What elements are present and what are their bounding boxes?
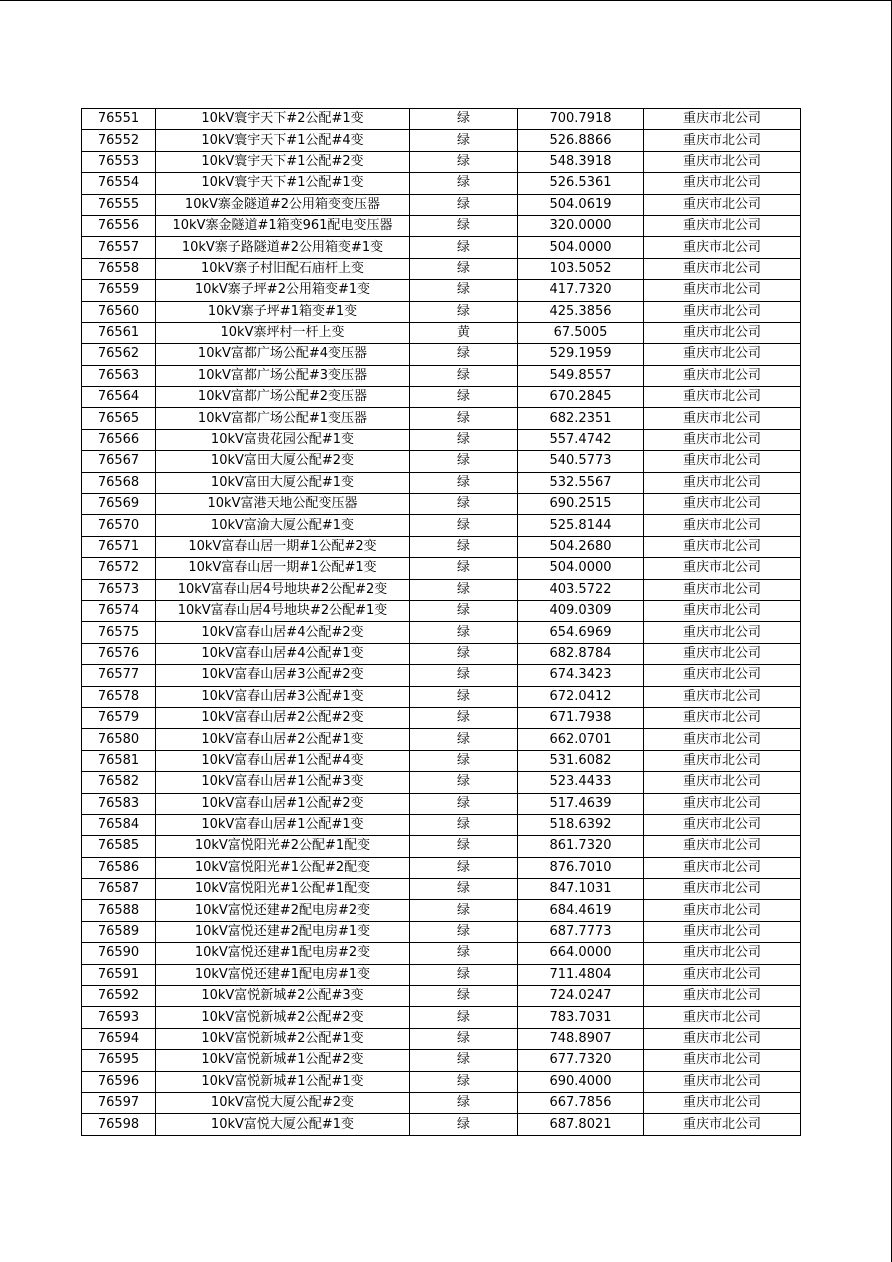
company-cell: 重庆市北公司	[644, 365, 801, 386]
row-id-cell: 76568	[82, 472, 156, 493]
transformer-name-cell: 10kV富春山居#2公配#2变	[156, 707, 410, 728]
status-cell: 绿	[410, 365, 518, 386]
transformer-name-cell: 10kV富都广场公配#3变压器	[156, 365, 410, 386]
table-row	[82, 408, 801, 429]
company-cell: 重庆市北公司	[644, 109, 801, 130]
company-cell: 重庆市北公司	[644, 215, 801, 236]
row-id-cell: 76564	[82, 387, 156, 408]
value-cell: 861.7320	[518, 836, 644, 857]
company-cell: 重庆市北公司	[644, 151, 801, 172]
table-row	[82, 536, 801, 557]
value-cell: 664.0000	[518, 943, 644, 964]
company-cell: 重庆市北公司	[644, 622, 801, 643]
row-id-cell: 76557	[82, 237, 156, 258]
value-cell: 711.4804	[518, 964, 644, 985]
value-cell: 525.8144	[518, 515, 644, 536]
value-cell: 504.0000	[518, 558, 644, 579]
value-cell: 690.4000	[518, 1071, 644, 1092]
status-cell: 绿	[410, 387, 518, 408]
company-cell: 重庆市北公司	[644, 600, 801, 621]
company-cell: 重庆市北公司	[644, 772, 801, 793]
company-cell: 重庆市北公司	[644, 814, 801, 835]
value-cell: 687.7773	[518, 921, 644, 942]
row-id-cell: 76561	[82, 322, 156, 343]
company-cell: 重庆市北公司	[644, 729, 801, 750]
table-row	[82, 1114, 801, 1135]
table-row	[82, 793, 801, 814]
transformer-name-cell: 10kV富悦新城#2公配#2变	[156, 1007, 410, 1028]
value-cell: 724.0247	[518, 986, 644, 1007]
table-row	[82, 622, 801, 643]
row-id-cell: 76552	[82, 130, 156, 151]
status-cell: 绿	[410, 215, 518, 236]
value-cell: 523.4433	[518, 772, 644, 793]
transformer-name-cell: 10kV寨子坪#2公用箱变#1变	[156, 280, 410, 301]
status-cell: 绿	[410, 986, 518, 1007]
transformer-name-cell: 10kV富春山居一期#1公配#2变	[156, 536, 410, 557]
company-cell: 重庆市北公司	[644, 579, 801, 600]
status-cell: 绿	[410, 109, 518, 130]
table-row	[82, 579, 801, 600]
company-cell: 重庆市北公司	[644, 258, 801, 279]
value-cell: 320.0000	[518, 215, 644, 236]
status-cell: 绿	[410, 130, 518, 151]
company-cell: 重庆市北公司	[644, 173, 801, 194]
row-id-cell: 76576	[82, 643, 156, 664]
company-cell: 重庆市北公司	[644, 322, 801, 343]
transformer-name-cell: 10kV富春山居#1公配#2变	[156, 793, 410, 814]
row-id-cell: 76570	[82, 515, 156, 536]
row-id-cell: 76572	[82, 558, 156, 579]
status-cell: 绿	[410, 943, 518, 964]
table-row	[82, 964, 801, 985]
company-cell: 重庆市北公司	[644, 1028, 801, 1049]
status-cell: 绿	[410, 857, 518, 878]
row-id-cell: 76569	[82, 494, 156, 515]
value-cell: 700.7918	[518, 109, 644, 130]
table-row	[82, 1092, 801, 1113]
transformer-name-cell: 10kV富悦阳光#2公配#1配变	[156, 836, 410, 857]
status-cell: 绿	[410, 836, 518, 857]
table-row	[82, 772, 801, 793]
row-id-cell: 76563	[82, 365, 156, 386]
status-cell: 绿	[410, 665, 518, 686]
value-cell: 403.5722	[518, 579, 644, 600]
table-row	[82, 344, 801, 365]
transformer-name-cell: 10kV富悦还建#2配电房#2变	[156, 900, 410, 921]
status-cell: 绿	[410, 707, 518, 728]
transformer-name-cell: 10kV富春山居#2公配#1变	[156, 729, 410, 750]
table-row	[82, 387, 801, 408]
value-cell: 540.5773	[518, 451, 644, 472]
company-cell: 重庆市北公司	[644, 686, 801, 707]
transformer-name-cell: 10kV富都广场公配#1变压器	[156, 408, 410, 429]
transformer-name-cell: 10kV富渝大厦公配#1变	[156, 515, 410, 536]
transformer-name-cell: 10kV富港天地公配变压器	[156, 494, 410, 515]
value-cell: 548.3918	[518, 151, 644, 172]
value-cell: 517.4639	[518, 793, 644, 814]
company-cell: 重庆市北公司	[644, 750, 801, 771]
table-row	[82, 707, 801, 728]
value-cell: 672.0412	[518, 686, 644, 707]
table-body	[82, 109, 801, 1136]
value-cell: 67.5005	[518, 322, 644, 343]
company-cell: 重庆市北公司	[644, 943, 801, 964]
status-cell: 绿	[410, 472, 518, 493]
company-cell: 重庆市北公司	[644, 344, 801, 365]
status-cell: 绿	[410, 536, 518, 557]
company-cell: 重庆市北公司	[644, 237, 801, 258]
status-cell: 绿	[410, 1028, 518, 1049]
company-cell: 重庆市北公司	[644, 643, 801, 664]
transformer-name-cell: 10kV富田大厦公配#1变	[156, 472, 410, 493]
table-row	[82, 986, 801, 1007]
transformer-name-cell: 10kV富春山居#1公配#4变	[156, 750, 410, 771]
table-row	[82, 750, 801, 771]
row-id-cell: 76553	[82, 151, 156, 172]
value-cell: 674.3423	[518, 665, 644, 686]
company-cell: 重庆市北公司	[644, 1092, 801, 1113]
table-row	[82, 451, 801, 472]
status-cell: 绿	[410, 408, 518, 429]
row-id-cell: 76584	[82, 814, 156, 835]
row-id-cell: 76594	[82, 1028, 156, 1049]
table-row	[82, 258, 801, 279]
table-row	[82, 943, 801, 964]
transformer-name-cell: 10kV寰宇天下#2公配#1变	[156, 109, 410, 130]
value-cell: 677.7320	[518, 1050, 644, 1071]
company-cell: 重庆市北公司	[644, 1071, 801, 1092]
company-cell: 重庆市北公司	[644, 1050, 801, 1071]
company-cell: 重庆市北公司	[644, 900, 801, 921]
row-id-cell: 76575	[82, 622, 156, 643]
row-id-cell: 76578	[82, 686, 156, 707]
table-row	[82, 173, 801, 194]
status-cell: 绿	[410, 280, 518, 301]
row-id-cell: 76586	[82, 857, 156, 878]
row-id-cell: 76560	[82, 301, 156, 322]
status-cell: 绿	[410, 900, 518, 921]
table-row	[82, 643, 801, 664]
company-cell: 重庆市北公司	[644, 301, 801, 322]
transformer-name-cell: 10kV富悦阳光#1公配#2配变	[156, 857, 410, 878]
row-id-cell: 76574	[82, 600, 156, 621]
company-cell: 重庆市北公司	[644, 536, 801, 557]
transformer-name-cell: 10kV富春山居#3公配#2变	[156, 665, 410, 686]
status-cell: 绿	[410, 921, 518, 942]
value-cell: 654.6969	[518, 622, 644, 643]
status-cell: 绿	[410, 301, 518, 322]
row-id-cell: 76593	[82, 1007, 156, 1028]
transformer-name-cell: 10kV富悦大厦公配#1变	[156, 1114, 410, 1135]
row-id-cell: 76559	[82, 280, 156, 301]
value-cell: 682.2351	[518, 408, 644, 429]
company-cell: 重庆市北公司	[644, 515, 801, 536]
company-cell: 重庆市北公司	[644, 665, 801, 686]
row-id-cell: 76567	[82, 451, 156, 472]
status-cell: 绿	[410, 151, 518, 172]
value-cell: 518.6392	[518, 814, 644, 835]
value-cell: 670.2845	[518, 387, 644, 408]
row-id-cell: 76589	[82, 921, 156, 942]
transformer-name-cell: 10kV寨子路隧道#2公用箱变#1变	[156, 237, 410, 258]
table-row	[82, 1050, 801, 1071]
status-cell: 绿	[410, 964, 518, 985]
row-id-cell: 76598	[82, 1114, 156, 1135]
transformer-name-cell: 10kV富悦还建#1配电房#1变	[156, 964, 410, 985]
row-id-cell: 76583	[82, 793, 156, 814]
status-cell: 绿	[410, 814, 518, 835]
table-row	[82, 237, 801, 258]
status-cell: 绿	[410, 1007, 518, 1028]
transformer-name-cell: 10kV富悦新城#2公配#3变	[156, 986, 410, 1007]
value-cell: 687.8021	[518, 1114, 644, 1135]
company-cell: 重庆市北公司	[644, 964, 801, 985]
row-id-cell: 76592	[82, 986, 156, 1007]
row-id-cell: 76551	[82, 109, 156, 130]
company-cell: 重庆市北公司	[644, 879, 801, 900]
table-row	[82, 600, 801, 621]
status-cell: 绿	[410, 1050, 518, 1071]
status-cell: 绿	[410, 1071, 518, 1092]
company-cell: 重庆市北公司	[644, 921, 801, 942]
table-row	[82, 429, 801, 450]
transformer-name-cell: 10kV寨坪村一杆上变	[156, 322, 410, 343]
row-id-cell: 76566	[82, 429, 156, 450]
value-cell: 531.6082	[518, 750, 644, 771]
status-cell: 绿	[410, 1092, 518, 1113]
status-cell: 绿	[410, 194, 518, 215]
value-cell: 526.8866	[518, 130, 644, 151]
status-cell: 绿	[410, 600, 518, 621]
transformer-name-cell: 10kV富春山居一期#1公配#1变	[156, 558, 410, 579]
row-id-cell: 76555	[82, 194, 156, 215]
status-cell: 绿	[410, 686, 518, 707]
status-cell: 绿	[410, 729, 518, 750]
value-cell: 662.0701	[518, 729, 644, 750]
status-cell: 绿	[410, 793, 518, 814]
status-cell: 绿	[410, 515, 518, 536]
table-row	[82, 814, 801, 835]
row-id-cell: 76595	[82, 1050, 156, 1071]
company-cell: 重庆市北公司	[644, 1007, 801, 1028]
row-id-cell: 76558	[82, 258, 156, 279]
status-cell: 绿	[410, 237, 518, 258]
status-cell: 绿	[410, 879, 518, 900]
transformer-name-cell: 10kV寨子坪#1箱变#1变	[156, 301, 410, 322]
table-row	[82, 900, 801, 921]
table-row	[82, 921, 801, 942]
table-row	[82, 215, 801, 236]
value-cell: 532.5567	[518, 472, 644, 493]
company-cell: 重庆市北公司	[644, 280, 801, 301]
value-cell: 417.7320	[518, 280, 644, 301]
table-row	[82, 280, 801, 301]
status-cell: 绿	[410, 643, 518, 664]
company-cell: 重庆市北公司	[644, 857, 801, 878]
transformer-name-cell: 10kV富春山居#3公配#1变	[156, 686, 410, 707]
table-row	[82, 515, 801, 536]
row-id-cell: 76565	[82, 408, 156, 429]
status-cell: 绿	[410, 579, 518, 600]
company-cell: 重庆市北公司	[644, 451, 801, 472]
transformer-name-cell: 10kV寰宇天下#1公配#4变	[156, 130, 410, 151]
transformer-name-cell: 10kV富悦新城#1公配#2变	[156, 1050, 410, 1071]
value-cell: 690.2515	[518, 494, 644, 515]
company-cell: 重庆市北公司	[644, 194, 801, 215]
row-id-cell: 76573	[82, 579, 156, 600]
value-cell: 526.5361	[518, 173, 644, 194]
table-row	[82, 109, 801, 130]
table-row	[82, 1007, 801, 1028]
transformer-name-cell: 10kV富春山居#1公配#3变	[156, 772, 410, 793]
row-id-cell: 76585	[82, 836, 156, 857]
row-id-cell: 76556	[82, 215, 156, 236]
status-cell: 绿	[410, 558, 518, 579]
value-cell: 504.0000	[518, 237, 644, 258]
value-cell: 667.7856	[518, 1092, 644, 1113]
company-cell: 重庆市北公司	[644, 429, 801, 450]
value-cell: 425.3856	[518, 301, 644, 322]
transformer-name-cell: 10kV富贵花园公配#1变	[156, 429, 410, 450]
transformer-name-cell: 10kV富悦还建#1配电房#2变	[156, 943, 410, 964]
row-id-cell: 76571	[82, 536, 156, 557]
table-row	[82, 365, 801, 386]
table-row	[82, 558, 801, 579]
row-id-cell: 76580	[82, 729, 156, 750]
row-id-cell: 76590	[82, 943, 156, 964]
table-row	[82, 686, 801, 707]
table-row	[82, 879, 801, 900]
transformer-name-cell: 10kV寨金隧道#1箱变961配电变压器	[156, 215, 410, 236]
value-cell: 549.8557	[518, 365, 644, 386]
transformer-name-cell: 10kV富田大厦公配#2变	[156, 451, 410, 472]
table-row	[82, 494, 801, 515]
transformer-table	[81, 108, 801, 1136]
company-cell: 重庆市北公司	[644, 472, 801, 493]
value-cell: 684.4619	[518, 900, 644, 921]
transformer-name-cell: 10kV富都广场公配#2变压器	[156, 387, 410, 408]
table-row	[82, 665, 801, 686]
transformer-name-cell: 10kV富春山居#1公配#1变	[156, 814, 410, 835]
status-cell: 绿	[410, 451, 518, 472]
row-id-cell: 76591	[82, 964, 156, 985]
transformer-name-cell: 10kV富悦新城#2公配#1变	[156, 1028, 410, 1049]
status-cell: 绿	[410, 344, 518, 365]
table-row	[82, 1028, 801, 1049]
table-row	[82, 322, 801, 343]
row-id-cell: 76577	[82, 665, 156, 686]
table-row	[82, 301, 801, 322]
value-cell: 103.5052	[518, 258, 644, 279]
transformer-name-cell: 10kV寰宇天下#1公配#1变	[156, 173, 410, 194]
transformer-name-cell: 10kV寨金隧道#2公用箱变变压器	[156, 194, 410, 215]
status-cell: 绿	[410, 1114, 518, 1135]
transformer-name-cell: 10kV富春山居4号地块#2公配#1变	[156, 600, 410, 621]
transformer-name-cell: 10kV寰宇天下#1公配#2变	[156, 151, 410, 172]
status-cell: 绿	[410, 173, 518, 194]
row-id-cell: 76588	[82, 900, 156, 921]
company-cell: 重庆市北公司	[644, 836, 801, 857]
value-cell: 783.7031	[518, 1007, 644, 1028]
row-id-cell: 76579	[82, 707, 156, 728]
transformer-name-cell: 10kV富春山居#4公配#2变	[156, 622, 410, 643]
status-cell: 黄	[410, 322, 518, 343]
status-cell: 绿	[410, 622, 518, 643]
transformer-name-cell: 10kV富悦新城#1公配#1变	[156, 1071, 410, 1092]
status-cell: 绿	[410, 429, 518, 450]
table-row	[82, 729, 801, 750]
company-cell: 重庆市北公司	[644, 494, 801, 515]
status-cell: 绿	[410, 750, 518, 771]
transformer-name-cell: 10kV富春山居4号地块#2公配#2变	[156, 579, 410, 600]
company-cell: 重庆市北公司	[644, 1114, 801, 1135]
company-cell: 重庆市北公司	[644, 408, 801, 429]
value-cell: 671.7938	[518, 707, 644, 728]
value-cell: 409.0309	[518, 600, 644, 621]
transformer-name-cell: 10kV富春山居#4公配#1变	[156, 643, 410, 664]
row-id-cell: 76587	[82, 879, 156, 900]
company-cell: 重庆市北公司	[644, 130, 801, 151]
company-cell: 重庆市北公司	[644, 558, 801, 579]
table-row	[82, 151, 801, 172]
status-cell: 绿	[410, 258, 518, 279]
status-cell: 绿	[410, 494, 518, 515]
row-id-cell: 76562	[82, 344, 156, 365]
table-row	[82, 194, 801, 215]
value-cell: 682.8784	[518, 643, 644, 664]
value-cell: 557.4742	[518, 429, 644, 450]
value-cell: 847.1031	[518, 879, 644, 900]
company-cell: 重庆市北公司	[644, 707, 801, 728]
value-cell: 504.2680	[518, 536, 644, 557]
value-cell: 504.0619	[518, 194, 644, 215]
row-id-cell: 76582	[82, 772, 156, 793]
row-id-cell: 76581	[82, 750, 156, 771]
transformer-name-cell: 10kV富都广场公配#4变压器	[156, 344, 410, 365]
transformer-name-cell: 10kV富悦大厦公配#2变	[156, 1092, 410, 1113]
value-cell: 529.1959	[518, 344, 644, 365]
page-top-border	[0, 0, 892, 1]
row-id-cell: 76554	[82, 173, 156, 194]
table-row	[82, 857, 801, 878]
table-row	[82, 130, 801, 151]
company-cell: 重庆市北公司	[644, 986, 801, 1007]
table-row	[82, 836, 801, 857]
company-cell: 重庆市北公司	[644, 793, 801, 814]
value-cell: 876.7010	[518, 857, 644, 878]
row-id-cell: 76597	[82, 1092, 156, 1113]
company-cell: 重庆市北公司	[644, 387, 801, 408]
transformer-name-cell: 10kV富悦还建#2配电房#1变	[156, 921, 410, 942]
transformer-name-cell: 10kV富悦阳光#1公配#1配变	[156, 879, 410, 900]
status-cell: 绿	[410, 772, 518, 793]
value-cell: 748.8907	[518, 1028, 644, 1049]
table-row	[82, 1071, 801, 1092]
table-row	[82, 472, 801, 493]
transformer-name-cell: 10kV寨子村旧配石庙杆上变	[156, 258, 410, 279]
row-id-cell: 76596	[82, 1071, 156, 1092]
